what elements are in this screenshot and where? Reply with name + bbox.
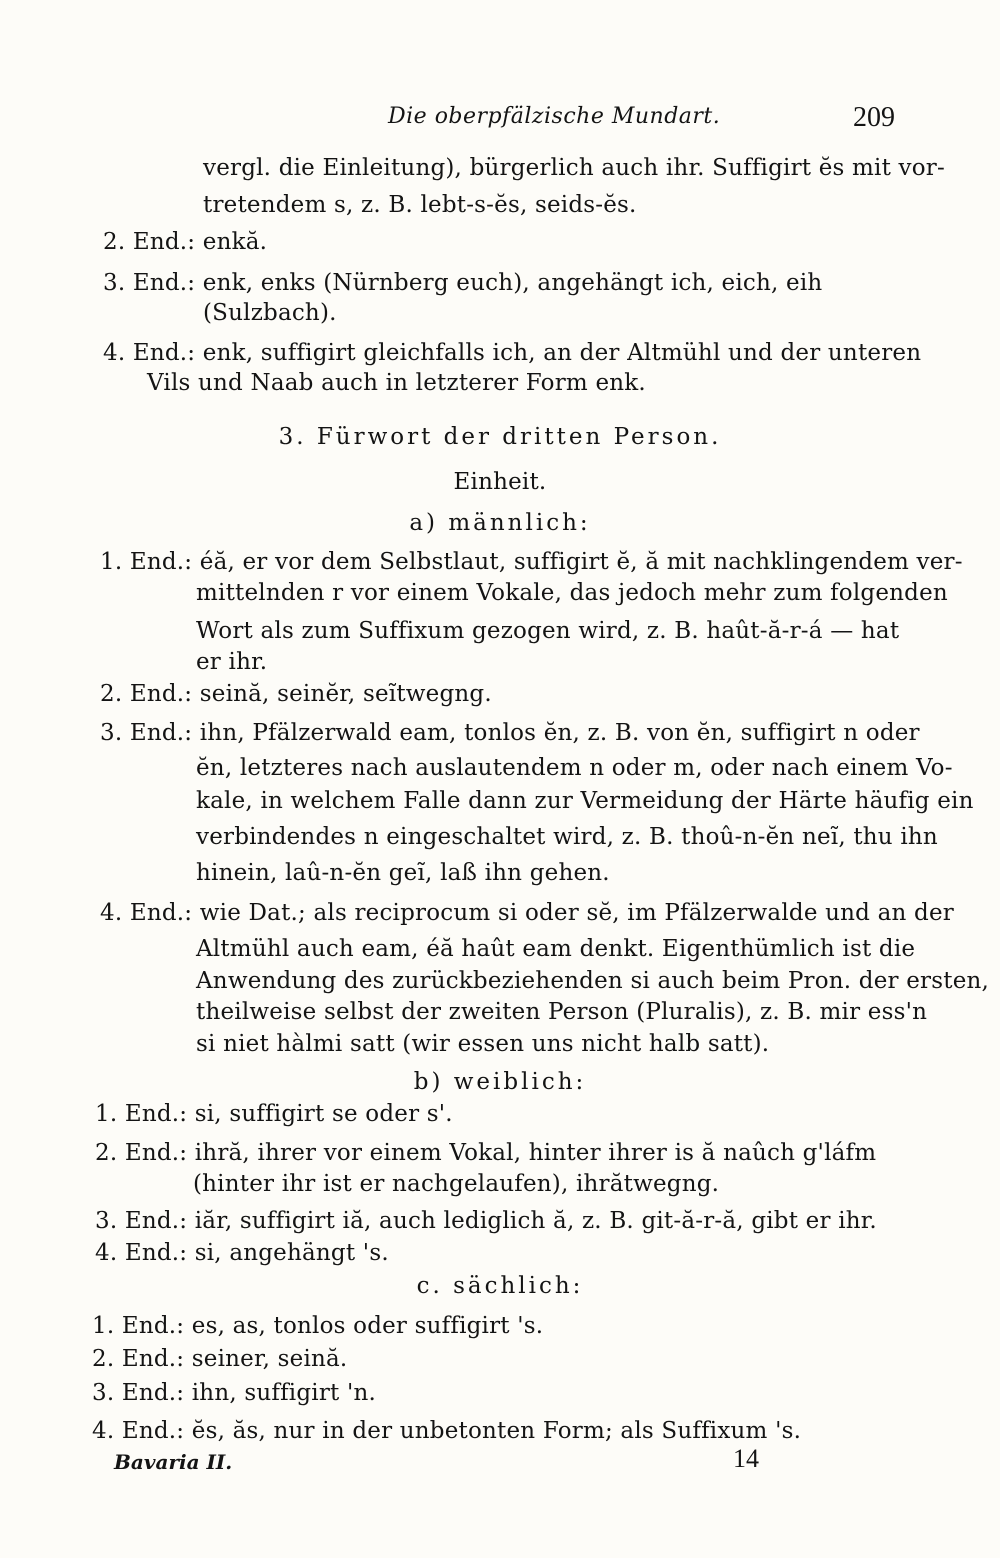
text-line: 1. End.: es, as, tonlos oder suffigirt 's. xyxy=(92,1313,544,1339)
gender-heading: b) weiblich: xyxy=(413,1069,587,1095)
text-line: 2. End.: enkă. xyxy=(103,229,268,255)
text-line: 3. End.: ihn, suffigirt 'n. xyxy=(92,1380,377,1406)
sheet-number: 14 xyxy=(733,1444,759,1473)
text-line: 2. End.: ihră, ihrer vor einem Vokal, hinter ihrer is ă naûch g'láfm xyxy=(95,1140,877,1166)
page-number: 209 xyxy=(853,102,895,133)
text-line: theilweise selbst der zweiten Person (Pluralis), z. B. mir ess'n xyxy=(196,999,928,1025)
text-line: Altmühl auch eam, éă haût eam denkt. Eigenthümlich ist die xyxy=(196,936,916,962)
text-line: 4. End.: si, angehängt 's. xyxy=(95,1240,389,1266)
text-line: si niet hàlmi satt (wir essen uns nicht halb satt). xyxy=(196,1031,770,1057)
text-line: Vils und Naab auch in letzterer Form enk. xyxy=(147,370,646,396)
subsection-heading: Einheit. xyxy=(453,469,547,495)
text-line: er ihr. xyxy=(196,649,268,675)
text-line: kale, in welchem Falle dann zur Vermeidung der Härte häufig ein xyxy=(196,788,974,814)
text-line: vergl. die Einleitung), bürgerlich auch ihr. Suffigirt ĕs mit vor- xyxy=(203,155,945,181)
section-heading: 3. Fürwort der dritten Person. xyxy=(278,424,722,450)
signature-mark: Bavaria II. xyxy=(114,1450,233,1474)
text-line: Wort als zum Suffixum gezogen wird, z. B. haût-ă-r-á — hat xyxy=(196,618,900,644)
text-line: 3. End.: iăr, suffigirt iă, auch lediglich ă, z. B. git-ă-r-ă, gibt er ihr. xyxy=(95,1208,877,1234)
text-line: 1. End.: éă, er vor dem Selbstlaut, suffigirt ĕ, ă mit nachklingendem ver- xyxy=(100,549,963,575)
text-line: hinein, laû-n-ĕn geĩ, laß ihn gehen. xyxy=(196,860,610,886)
text-line: Anwendung des zurückbeziehenden si auch beim Pron. der ersten, xyxy=(196,968,990,994)
gender-heading: a) männlich: xyxy=(409,510,591,536)
text-line: 3. End.: enk, enks (Nürnberg euch), angehängt ich, eich, eih xyxy=(103,270,823,296)
text-line: mittelnden r vor einem Vokale, das jedoch mehr zum folgenden xyxy=(196,580,948,606)
gender-heading: c. sächlich: xyxy=(416,1273,584,1299)
text-line: 2. End.: seină, seinĕr, seĩtwegng. xyxy=(100,681,492,707)
text-line: (Sulzbach). xyxy=(203,300,337,326)
running-title: Die oberpfälzische Mundart. xyxy=(388,104,721,129)
text-line: 4. End.: wie Dat.; als reciprocum si oder sĕ, im Pfälzerwalde und an der xyxy=(100,900,954,926)
text-line: tretendem s, z. B. lebt-s-ĕs, seids-ĕs. xyxy=(203,192,637,218)
text-line: 3. End.: ihn, Pfälzerwald eam, tonlos ĕn, z. B. von ĕn, suffigirt n oder xyxy=(100,720,920,746)
text-line: verbindendes n eingeschaltet wird, z. B. thoû-n-ĕn neĩ, thu ihn xyxy=(196,824,938,850)
text-line: 4. End.: ĕs, ăs, nur in der unbetonten Form; als Suffixum 's. xyxy=(92,1418,802,1444)
text-line: 2. End.: seiner, seină. xyxy=(92,1346,348,1372)
text-line: 1. End.: si, suffigirt se oder s'. xyxy=(95,1101,453,1127)
text-line: ĕn, letzteres nach auslautendem n oder m, oder nach einem Vo- xyxy=(196,755,953,781)
text-line: (hinter ihr ist er nachgelaufen), ihrătwegng. xyxy=(193,1171,720,1197)
text-line: 4. End.: enk, suffigirt gleichfalls ich, an der Altmühl und der unteren xyxy=(103,340,922,366)
